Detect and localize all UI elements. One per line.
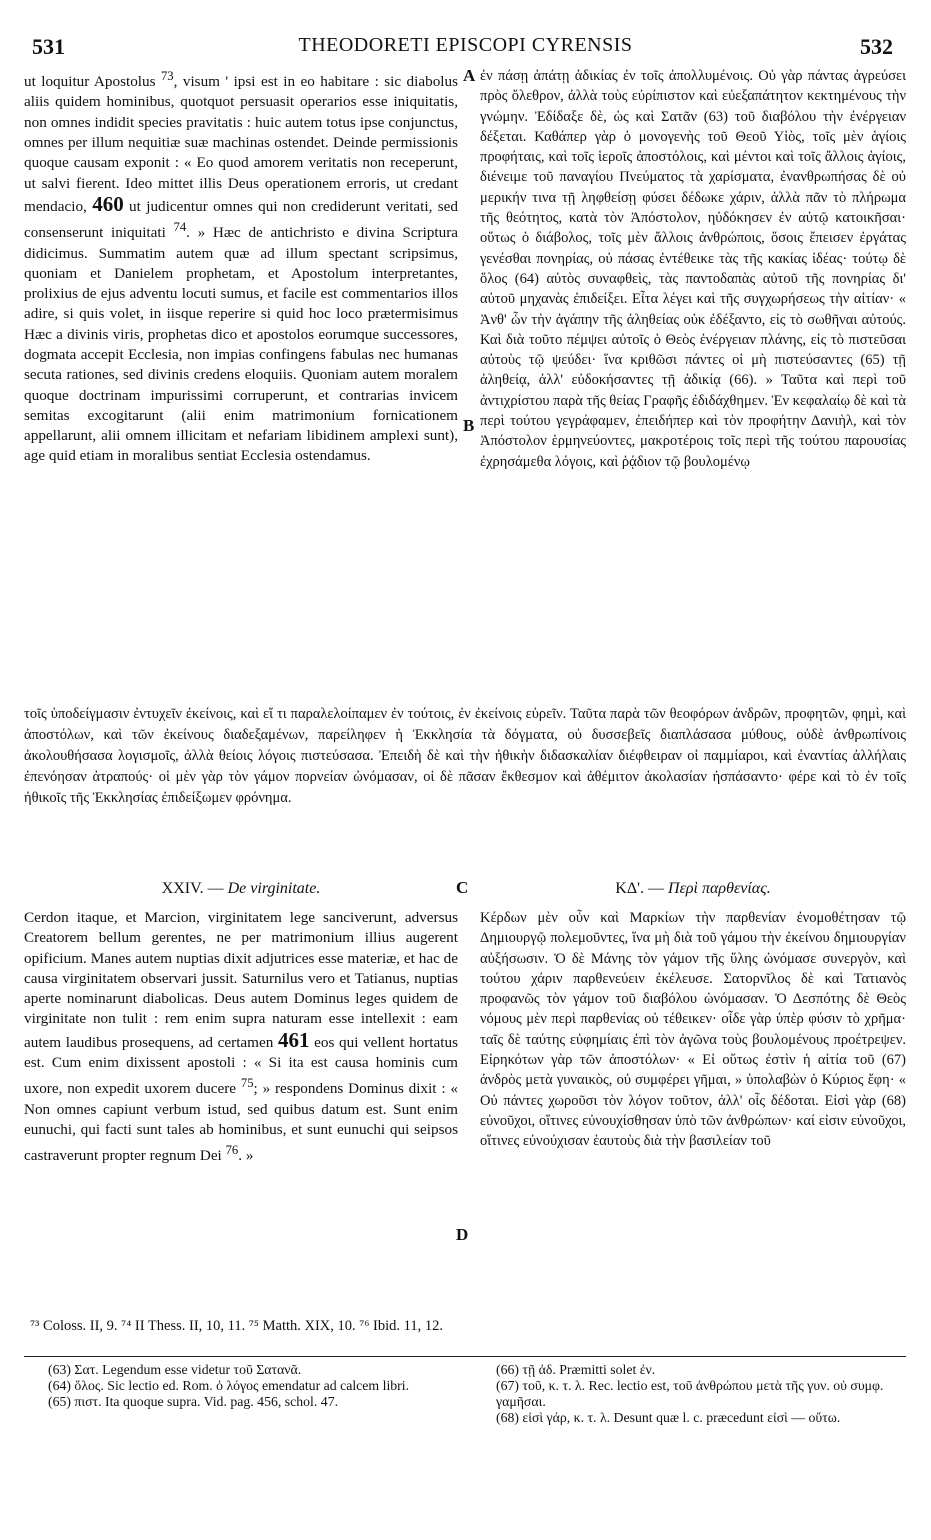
latin-text-top [24, 66, 458, 467]
section-title: De virginitate. [227, 880, 321, 897]
section-number: ΚΔ'. — [615, 880, 669, 897]
latin-text-bottom [24, 908, 458, 1167]
section-heading-greek [480, 880, 906, 898]
latin-text-segment: Cerdon itaque, et Marcion, virginitatem lege sanciverunt, adversus Creatorem bellum gerentes, ne per matrimonium illius augerent opificium. Manes autem nuptias dixit adjutrices esse materiæ, et hac de causa virginitatem observari jussit. Saturnilus vero et Tatianus, nuptias aperte nominarunt diabolicas. Deus autem Dominus leges quidem de virginitate non tulit : rem enim supra naturam esse intellexit : eam autem laudibus prosequens, ad certamen [24, 909, 458, 1051]
footnote-ref-75: 75 [240, 1076, 254, 1091]
margin-marker-b: B [463, 416, 475, 435]
footnote: (63) Σατ. Legendum esse videtur τοῦ Σατανᾶ. [48, 1362, 302, 1377]
greek-text-full-width: τοῖς ὑποδείγμασιν ἐντυχεῖν ἐκείνοις, καὶ εἴ τι παραλελοίπαμεν ἐν τούτοις, ἐν ἐκείνοις εὑρεῖν. Ταῦτα παρὰ τῶν θεοφόρων ἀνδρῶν, προφητῶν, φημὶ, καὶ ἀποστόλων, καὶ τῶν ἐκείνους διαδεξαμένων, παρείληφεν ἡ Ἐκκλησία τὰ δόγματα, οὐ δυσσεβεῖς διαπλάσασα μύθους, οὐδὲ ἀνθρωπίνοις ἀκολουθήσασα λογισμοῖς, ἀλλὰ θείοις λόγοις πιστεύσασα. Ἐπειδὴ δὲ καὶ τὴν ἠθικὴν διδασκαλίαν διέφθειραν οἱ παμμίαροι, καὶ ἐναντίας ἀλλήλαις ἐπενόησαν ἀτραπούς· οἱ μὲν γὰρ τὸν γάμον πορνείαν ὠνόμασαν, οἱ δὲ πᾶσαν ἔκθεσμον καὶ ἀθέμιτον ἀκολασίαν ἠσπάσαντο· φέρε καὶ τὸ ἐν τοῖς ἠθικοῖς τῆς Ἐκκλησίας ἐπιδείξωμεν φρόνημα. [24, 706, 906, 806]
latin-text-segment: . » [238, 1147, 254, 1165]
greek-text-top: ἐν πάσῃ ἀπάτῃ ἀδικίας ἐν τοῖς ἀπολλυμένοις. Οὐ γὰρ πάντας ἀγρεύσει πρὸς ὄλεθρον, ἀλλὰ τοὺς εὐρίπιστον καὶ εὐεξαπάτητον κεκτημένους τὴν γνώμην. Ἐδίδαξε δὲ, ὡς καὶ Σατᾶν (63) τοῦ διαβόλου τὴν ἐνέργειαν δέξεται. Καθάπερ γὰρ ὁ μονογενὴς τοῦ Θεοῦ Υἱὸς, τοῖς μὲν ἁγίοις προφήταις, καὶ τοῖς ἱεροῖς ἀποστόλοις, καὶ μέντοι καὶ τοῖς ἄλλοις ἁγίοις, διένειμε τοῦ παναγίου Πνεύματος τὰ χαρίσματα, ἐνανθρωπήσας δὲ οὐ μερικήν τινα τῇ ληφθείσῃ φύσει δέδωκε χάριν, ἀλλὰ πᾶν τὸ πλήρωμα τῆς θεότητος, κατὰ τὸν Ἀπόστολον, ηὐδόκησεν ἐν αὐτῷ κατοικῆσαι· οὕτως ὁ διάβολος, τοῖς μὲν ἄλλοις ἀνθρώποις, ὅσοις ἔπεισεν ἐργάτας γενέσθαι πονηρίας, οὐ πάσας ἐντέθεικε τὰς τῆς κακίας ἰδέας· τούτῳ δὲ ὅλος (64) αὐτὸς συναφθεὶς, τὰς παντοδαπὰς αὐτοῦ τῆς πονηρίας δι' αὐτοῦ μηχανὰς ἐπιδείξει. Εἶτα λέγει καὶ τῆς συγχωρήσεως τὴν αἰτίαν· « Ἀνθ' ὧν τὴν ἀγάπην τῆς ἀληθείας οὐκ ἐδέξαντο, εἰς τὸ σωθῆναι αὐτούς. Καὶ διὰ τοῦτο πέμψει αὐτοῖς ὁ Θεὸς ἐνέργειαν πλάνης, εἰς τὸ πιστεῦσαι αὐτοὺς τῷ ψεύδει· ἵνα κριθῶσι πάντες οἱ μὴ πιστεύσαντες (65) τῇ ἀληθείᾳ, ἀλλ' εὐδοκήσαντες τῇ ἀδικίᾳ (66). » Ταῦτα καὶ περὶ τοῦ ἀντιχρίστου παρὰ τῆς θείας Γραφῆς ἐδιδάχθημεν. Ἐν κεφαλαίῳ δὲ καὶ τὰ περὶ τούτου γεγράφαμεν, ἐπειδήπερ καὶ τὸν προφήτην Δανιὴλ, καὶ τὸν Ἀπόστολον ἑρμηνεύοντες, μακροτέροις τοῖς περὶ τῆς τούτου παρουσίας ἐχρησάμεθα λόγοις, καὶ ῥᾴδιον τῷ βουλομένῳ [480, 68, 906, 470]
section-title: Περὶ παρθενίας. [668, 880, 771, 897]
latin-text-segment: ; » respondens Dominus dixit : « Non omnes capiunt verbum istud, sed quibus datum est. Sunt enim eunuchi, qui facti sunt tales ab hominibus, et sunt eunuchi qui seipsos castraverunt propter regnum Dei [24, 1080, 458, 1165]
footnote: (66) τῇ ἀδ. Præmitti solet ἐν. [496, 1362, 656, 1377]
section-heading-latin [24, 880, 458, 898]
latin-text-segment: , visum ' ipsi est in eo habitare : sic diabolus aliis quidem hominibus, quotquot persuasit operarios esse iniquitatis, non omnes indidit species pravitatis : huic autem totus ipse conjunctus, omnes per illum nequitiæ suæ machinas ostendet. Deinde permissionis quoque causam exponit : « Eo quod amorem veritatis non receperunt, ut salvi fierent. Ideo mittet illis Deus operationem erroris, ut credant mendacio, [24, 73, 459, 215]
greek-text-bottom: Κέρδων μὲν οὖν καὶ Μαρκίων τὴν παρθενίαν ἐνομοθέτησαν τῷ Δημιουργῷ πολεμοῦντες, ἵνα μὴ διὰ τοῦ γάμου τὴν ἐκείνου δημιουργίαν αὐξήσωσιν. Ὁ δὲ Μάνης τὸν γάμον τῆς ὕλης ὠνόμασε συνεργὸν, καὶ τούτου χάριν παρθενεύειν ἐκέλευσε. Σατορνῖλος δὲ καὶ Τατιανὸς προφανῶς τὸν γάμον τοῦ διαβόλου ὠνόμασαν. Ὁ Δεσπότης δὲ Θεὸς νόμους μὲν περὶ παρθενίας οὐ τέθεικεν· οἶδε γὰρ ὑπὲρ φύσιν τὸ χρῆμα· ταῖς δὲ ταύτης εὐφημίαις ἐπὶ τὸν ἀγῶνα τοὺς βουλομένους προέτρεψεν. Εἰρηκότων γὰρ τῶν ἀποστόλων· « Εἰ οὕτως ἐστὶν ἡ αἰτία τοῦ (67) ἀνδρὸς μετὰ γυναικὸς, οὐ συμφέρει γῆμαι, » ὑπολαβὼν ὁ Κύριος ἔφη· « Οὐ πάντες χωροῦσι τὸν λόγον τοῦτον, ἀλλ' οἷς δέδοται. Εἰσὶ γὰρ (68) εὐνοῦχοι, οἵτινες εὐνουχίσθησαν ὑπὸ τῶν ἀνθρώπων· καί εἰσιν εὐνοῦχοι, οἵτινες εὐνούχισαν ἑαυτοὺς διὰ τὴν βασιλείαν τοῦ [480, 910, 906, 1150]
column-number-460: 460 [92, 191, 124, 216]
footnote-divider [24, 1356, 906, 1357]
left-page-number: 531 [32, 34, 65, 59]
footnote: (67) τοῦ, κ. τ. λ. Rec. lectio est, τοῦ ἀνθρώπου μετὰ τῆς γυν. οὐ συμφ. γαμῆσαι. [496, 1378, 884, 1409]
footnote: (65) πιστ. Ita quoque supra. Vid. pag. 456, schol. 47. [48, 1394, 339, 1409]
footnote: (68) εἰσὶ γάρ, κ. τ. λ. Desunt quæ l. c. præcedunt εἰσὶ — οὕτω. [496, 1410, 841, 1425]
latin-text-segment: eos qui vellent hortatus est. Cum enim dixissent apostoli : « Si ita est causa hominis cum uxore, non expedit uxorem ducere [24, 1033, 458, 1098]
margin-marker-c: C [456, 878, 469, 897]
right-page-number: 532 [860, 34, 893, 59]
footnote-ref-73: 73 [160, 69, 174, 83]
latin-text-segment: . » Hæc de antichristo e divina Scriptura didicimus. Summatim autem quæ ad illum spectant scripsimus, quoniam et Danielem prophetam, et Apostolum interpretantes, prolixius de ejus adventu locuti sumus, et facile est commentarios illos adire, si quis volet, in iisque reperire si quid hoc loco prætermisimus Hæc a divinis viris, prophetas dico et apostolos eorumque successores, dogmata accepit Ecclesia, non impias confingens fabulas nec humanas secuta rationes, sed divinis credens eloquiis. Quoniam autem moralem quoque doctrinam impurissimi corruperunt, et contrarias invicem semitas excogitarunt (alii enim matrimonium fornicationem appellarunt, alii omnem illicitam et nefariam libidinem amplexi sunt), age quid etiam in moralibus sentiat Ecclesia ostendamus. [24, 224, 458, 465]
latin-text-segment: ut loquitur Apostolus [24, 73, 161, 91]
running-title: THEODORETI EPISCOPI CYRENSIS [298, 34, 633, 56]
footnote-ref-76: 76 [225, 1143, 239, 1158]
footnotes-left [48, 1362, 458, 1410]
section-number: XXIV. — [161, 880, 228, 897]
column-number-461: 461 [277, 1027, 310, 1052]
scripture-references: ⁷³ Coloss. II, 9. ⁷⁴ II Thess. II, 10, 11. ⁷⁵ Matth. XIX, 10. ⁷⁶ Ibid. 11, 12. [30, 1318, 443, 1334]
margin-marker-d: D [456, 1225, 469, 1244]
footnotes-right [496, 1362, 906, 1426]
latin-text-segment: ut judicentur omnes qui non crediderunt veritati, sed consenserunt iniquitati [24, 197, 458, 242]
page-header [0, 34, 931, 64]
footnote-ref-74: 74 [173, 220, 187, 235]
footnote: (64) ὅλος. Sic lectio ed. Rom. ὁ λόγος emendatur ad calcem libri. [48, 1378, 410, 1393]
margin-marker-a: A [463, 66, 476, 85]
